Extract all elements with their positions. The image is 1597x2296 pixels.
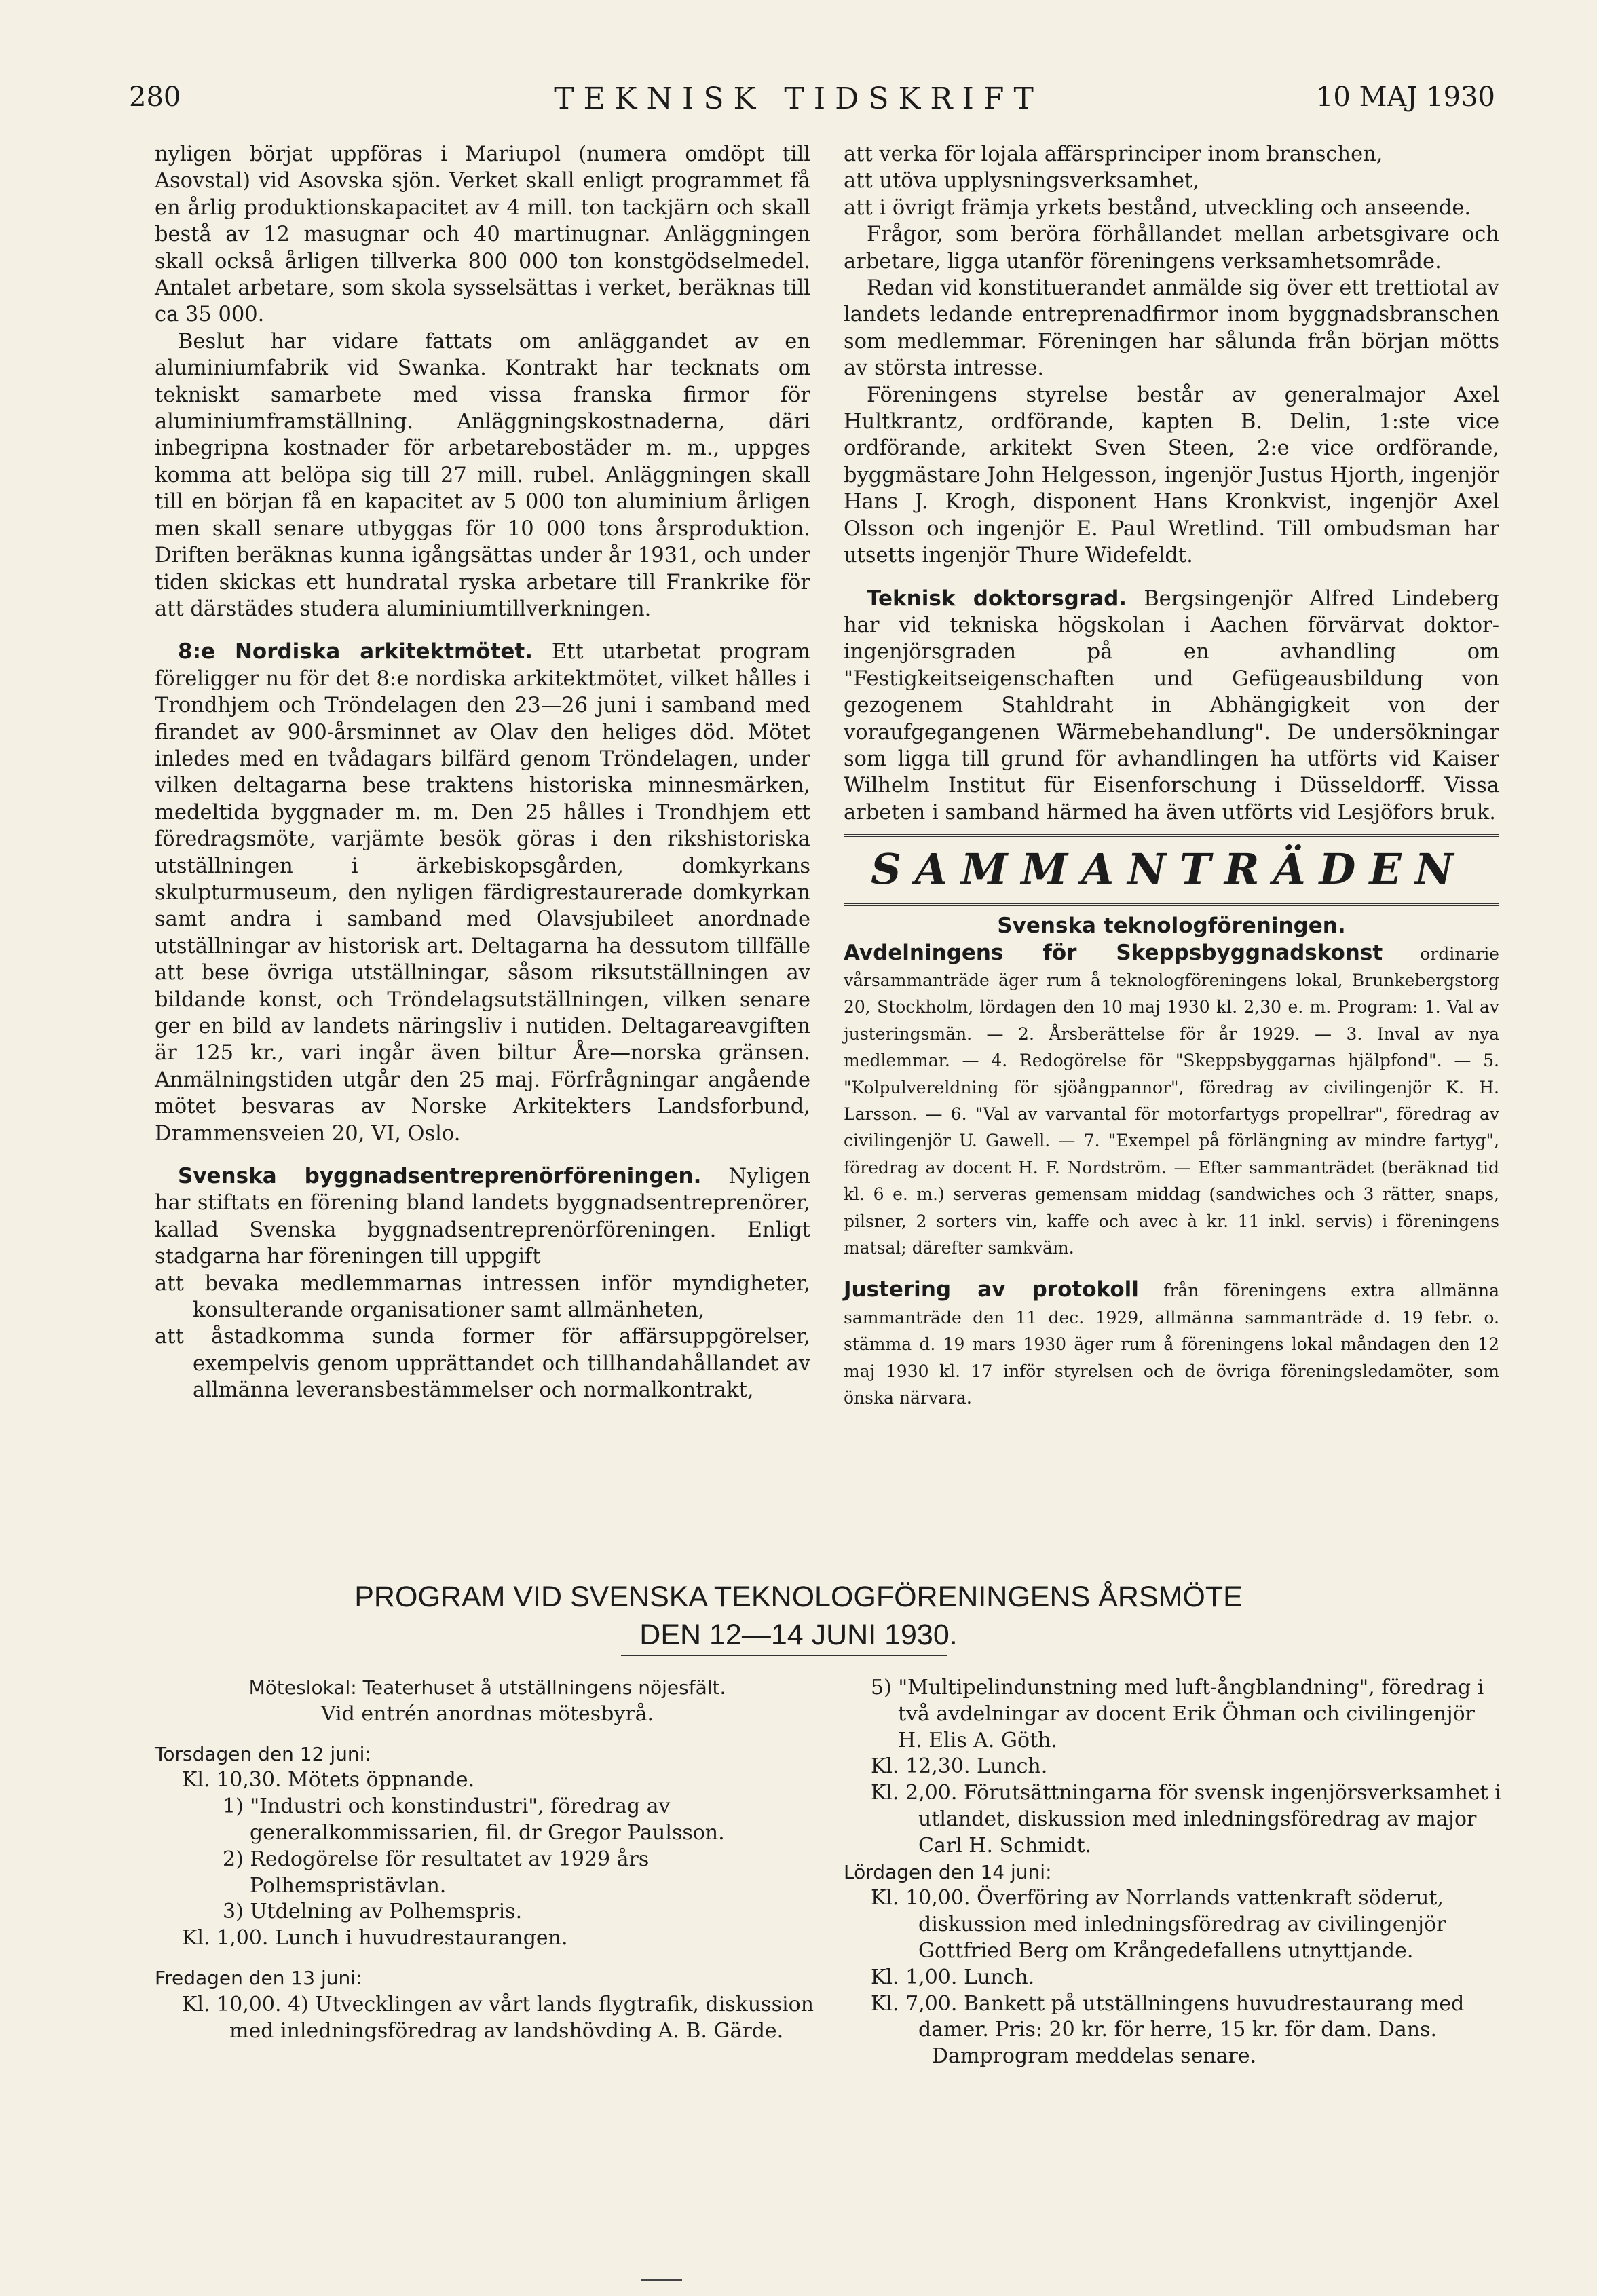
paragraph: Beslut har vidare fattats om anläggandet av en aluminiumfabrik vid Swanka. Kontrakt har tecknats om tekniskt samarbete med vissa franska firmor för aluminiumframställning. Anläggningskostnaderna, däri inbegripna kostnader för arbetarebostäder m. m., uppges komma att belöpa sig till 27 mill. rubel. Anläggningen skall till en början få en kapacitet av 5 000 ton aluminium årligen men skall senare utbyggas för 10 000 tons årsproduktion. Driften beräknas kunna igångsättas under år 1931, och under tiden skickas ett hundratal ryska arbetare till Frankrike för att därstädes studera aluminiumtillverkningen. bbox=[155, 329, 810, 621]
program-right bbox=[844, 1675, 1502, 2070]
page-number: 280 bbox=[129, 81, 181, 113]
left-column bbox=[155, 141, 810, 1404]
purpose-list bbox=[155, 1271, 810, 1404]
section-rule-top bbox=[844, 834, 1499, 837]
program-title-line1: PROGRAM VID SVENSKA TEKNOLOGFÖRENINGENS ÅRSMÖTE bbox=[354, 1581, 1243, 1613]
program-title-line2: DEN 12—14 JUNI 1930. bbox=[639, 1619, 958, 1651]
org-heading: Svenska teknologföreningen. bbox=[997, 914, 1346, 939]
program-left bbox=[155, 1675, 820, 2044]
purpose-list-cont bbox=[844, 141, 1499, 221]
list-item: att bevaka medlemmarnas intressen inför myndigheter, konsulterande organisationer samt allmänheten, bbox=[155, 1271, 810, 1323]
notice-text: ordinarie vårsammanträde äger rum å teknologföreningens lokal, Brunkebergstorg 20, Stockholm, lördagen den 10 maj 1930 kl. 2,30 e. m. Program: 1. Val av justeringsmän. — 2. Årsberättelse för år 1929. — 3. Inval av nya medlemmar. — 4. Redogörelse för "Skeppsbyggarnas hjälpfond". — 5. "Kolpulvereldning för sjöångpannor", föredrag av civilingenjör K. H. Larsson. — 6. "Val av varvantal för motorfartygs propellrar", föredrag av civilingenjör U. Gawell. — 7. "Exempel på förlängning av mindre fartyg", föredrag av docent H. F. Nordström. — Efter sammanträdet (beräknad tid kl. 6 e. m.) serveras gemensam middag (sandwiches och 3 rätter, snaps, pilsner, 2 sorters vin, kaffe och avec à kr. 11 inkl. servis) i föreningens matsal; därefter samkväm. bbox=[844, 943, 1499, 1258]
day-heading: Fredagen den 13 juni: bbox=[155, 1966, 362, 1989]
news-item bbox=[844, 586, 1499, 827]
news-text: Nyligen har stiftats en förening bland landets byggnadsentreprenörer, kallad Svenska byggnadsentreprenörföreningen. Enligt stadgarna har föreningen till uppgift bbox=[155, 1165, 810, 1269]
issue-date: 10 MAJ 1930 bbox=[1315, 81, 1495, 113]
list-item: att i övrigt främja yrkets bestånd, utveckling och anseende. bbox=[844, 195, 1471, 220]
section-rule-bottom bbox=[844, 903, 1499, 906]
program-entry: Kl. 10,00. Överföring av Norrlands vattenkraft söderut, diskussion med inledningsföredrag av civilingenjör Gottfried Berg om Krångedefallens utnyttjande. bbox=[871, 1886, 1446, 1963]
program-entry: Kl. 1,00. Lunch i huvudrestaurangen. bbox=[182, 1926, 568, 1951]
print-mark bbox=[641, 2279, 682, 2281]
program-entry: 3) Utdelning av Polhemspris. bbox=[223, 1900, 523, 1924]
program-entry: Kl. 7,00. Bankett på utställningens huvudrestaurang med damer. Pris: 20 kr. för herre, 15 kr. för dam. Dans. bbox=[871, 1991, 1465, 2042]
list-item: att åstadkomma sunda former för affärsuppgörelser, exempelvis genom upprättandet och tillhandahållandet av allmänna leveransbestämmelser och normalkontrakt, bbox=[155, 1325, 810, 1403]
paragraph: nyligen börjat uppföras i Mariupol (numera omdöpt till Asovstal) vid Asovska sjön. Verket skall enligt programmet få en årlig produktionskapacitet av 4 mill. ton tackjärn och skall bestå av 12 masugnar och 40 martinugnar. Anläggningen skall också årligen tillverka 800 000 ton konstgödselmedel. Antalet arbetare, som skola sysselsättas i verket, beräknas till ca 35 000. bbox=[155, 143, 810, 327]
notice-heading: Avdelningens för Skeppsbyggnadskonst bbox=[844, 940, 1383, 965]
news-heading: Svenska byggnadsentreprenörföreningen. bbox=[178, 1164, 702, 1189]
news-item bbox=[155, 639, 810, 1147]
list-item: att utöva upplysningsverksamhet, bbox=[844, 169, 1200, 193]
news-heading: Teknisk doktorsgrad. bbox=[867, 586, 1127, 611]
day-heading: Lördagen den 14 juni: bbox=[844, 1860, 1052, 1883]
right-column bbox=[844, 141, 1499, 1410]
program-entry: Kl. 10,00. 4) Utvecklingen av vårt lands flygtrafik, diskussion med inledningsföredrag av landshövding A. B. Gärde. bbox=[182, 1992, 814, 2043]
list-item: att verka för lojala affärsprinciper inom branschen, bbox=[844, 143, 1383, 166]
program-entry: Damprogram meddelas senare. bbox=[932, 2044, 1257, 2069]
program-entry: Kl. 2,00. Förutsättningarna för svensk ingenjörsverksamhet i utlandet, diskussion med inledningsföredrag av major Carl H. Schmidt. bbox=[871, 1781, 1501, 1858]
news-text: Ett utarbetat program föreligger nu för det 8:e nordiska arkitektmötet, vilket hålles i Trondhjem och Tröndelagen den 23—26 juni i samband med firandet av 900-årsminnet av Olav den heliges död. Mötet inledes med en tvådagars bilfärd genom Tröndelagen, under vilken deltagarna bese traktens historiska minnesmärken, medeltida byggnader m. m. Den 25 hålles i Trondhjem ett föredragsmöte, varjämte besök göras i den rikshistoriska utställningen i ärkebiskopsgården, domkyrkans skulpturmuseum, den nyligen färdigrestaurerade domkyrkan samt andra i samband med Olavsjubileet anordnade utställningar av historisk art. Deltagarna ha dessutom tillfälle att bese övriga utställningar, såsom riksutställningen av bildande konst, och Tröndelagsutställningen, vilken senare ger en bild av landets näringsliv i nutiden. Deltagareavgiften är 125 kr., vari ingår även biltur Åre—norska gränsen. Anmälningstiden utgår den 25 maj. Förfrågningar angående mötet besvaras av Norske Arkitekters Landsforbund, Drammensveien 20, VI, Oslo. bbox=[155, 640, 810, 1146]
news-heading: 8:e Nordiska arkitektmötet. bbox=[178, 639, 533, 664]
program-entry: 1) "Industri och konstindustri", föredrag av generalkommissarien, fil. dr Gregor Paulsson. bbox=[223, 1794, 725, 1845]
program-entry: Kl. 1,00. Lunch. bbox=[871, 1965, 1035, 1989]
section-title: SAMMANTRÄDEN bbox=[871, 844, 1467, 895]
program-entry: Kl. 10,30. Mötets öppnande. bbox=[182, 1768, 475, 1792]
program-entry: Kl. 12,30. Lunch. bbox=[871, 1754, 1048, 1779]
office-note: Vid entrén anordnas mötesbyrå. bbox=[320, 1701, 654, 1726]
notice-heading: Justering av protokoll bbox=[844, 1277, 1139, 1302]
paragraph: Redan vid konstituerandet anmälde sig över ett trettiotal av landets ledande entreprenadfirmor inom byggnadsbranschen som medlemmar. Föreningen har sålunda från början mötts av största intresse. bbox=[844, 276, 1499, 381]
meeting-notice bbox=[844, 1277, 1499, 1410]
paragraph: Frågor, som beröra förhållandet mellan arbetsgivare och arbetare, ligga utanför föreningens verksamhetsområde. bbox=[844, 223, 1499, 274]
page-header bbox=[0, 81, 1597, 129]
news-text: Bergsingenjör Alfred Lindeberg har vid tekniska högskolan i Aachen förvärvat doktor-ingenjörsgraden på en avhandling om "Festigkeitseigenschaften und Gefügeausbildung von gezogenem Stahldraht in Abhängigkeit von der voraufgegangenen Wärmebehandlung". De undersökningar som ligga till grund för avhandlingen ha utförts vid Kaiser Wilhelm Institut für Eisenforschung i Düsseldorff. Vissa arbeten i samband härmed ha även utförts vid Lesjöfors bruk. bbox=[844, 586, 1499, 825]
venue-line: Möteslokal: Teaterhuset å utställningens nöjesfält. bbox=[248, 1676, 726, 1699]
notice-text: från föreningens extra allmänna sammanträde den 11 dec. 1929, allmänna sammanträde d. 19 febr. o. stämma d. 19 mars 1930 äger rum å föreningens lokal måndagen den 12 maj 1930 kl. 17 inför styrelsen och de övriga föreningsledamöter, som önska närvara. bbox=[844, 1281, 1499, 1408]
meeting-notice bbox=[844, 940, 1499, 1261]
day-heading: Torsdagen den 12 juni: bbox=[155, 1742, 371, 1765]
journal-title: TEKNISK TIDSKRIFT bbox=[554, 81, 1043, 116]
program-title bbox=[0, 1578, 1597, 1654]
program-entry: 2) Redogörelse för resultatet av 1929 års Polhemspristävlan. bbox=[223, 1847, 650, 1898]
paragraph: Föreningens styrelse består av generalmajor Axel Hultkrantz, ordförande, kapten B. Delin, 1:ste vice ordförande, arkitekt Sven Steen, 2:e vice ordförande, byggmästare John Helgesson, ingenjör Justus Hjorth, ingenjör Hans J. Krogh, disponent Hans Kronkvist, ingenjör Axel Olsson och ingenjör E. Paul Wretlind. Till ombudsman har utsetts ingenjör Thure Widefeldt. bbox=[844, 383, 1499, 568]
news-item bbox=[155, 1163, 810, 1271]
title-underline bbox=[621, 1655, 947, 1656]
program-entry: 5) "Multipelindunstning med luft-ångblandning", föredrag i två avdelningar av docent Erik Öhman och civilingenjör H. Elis A. Göth. bbox=[871, 1676, 1484, 1752]
